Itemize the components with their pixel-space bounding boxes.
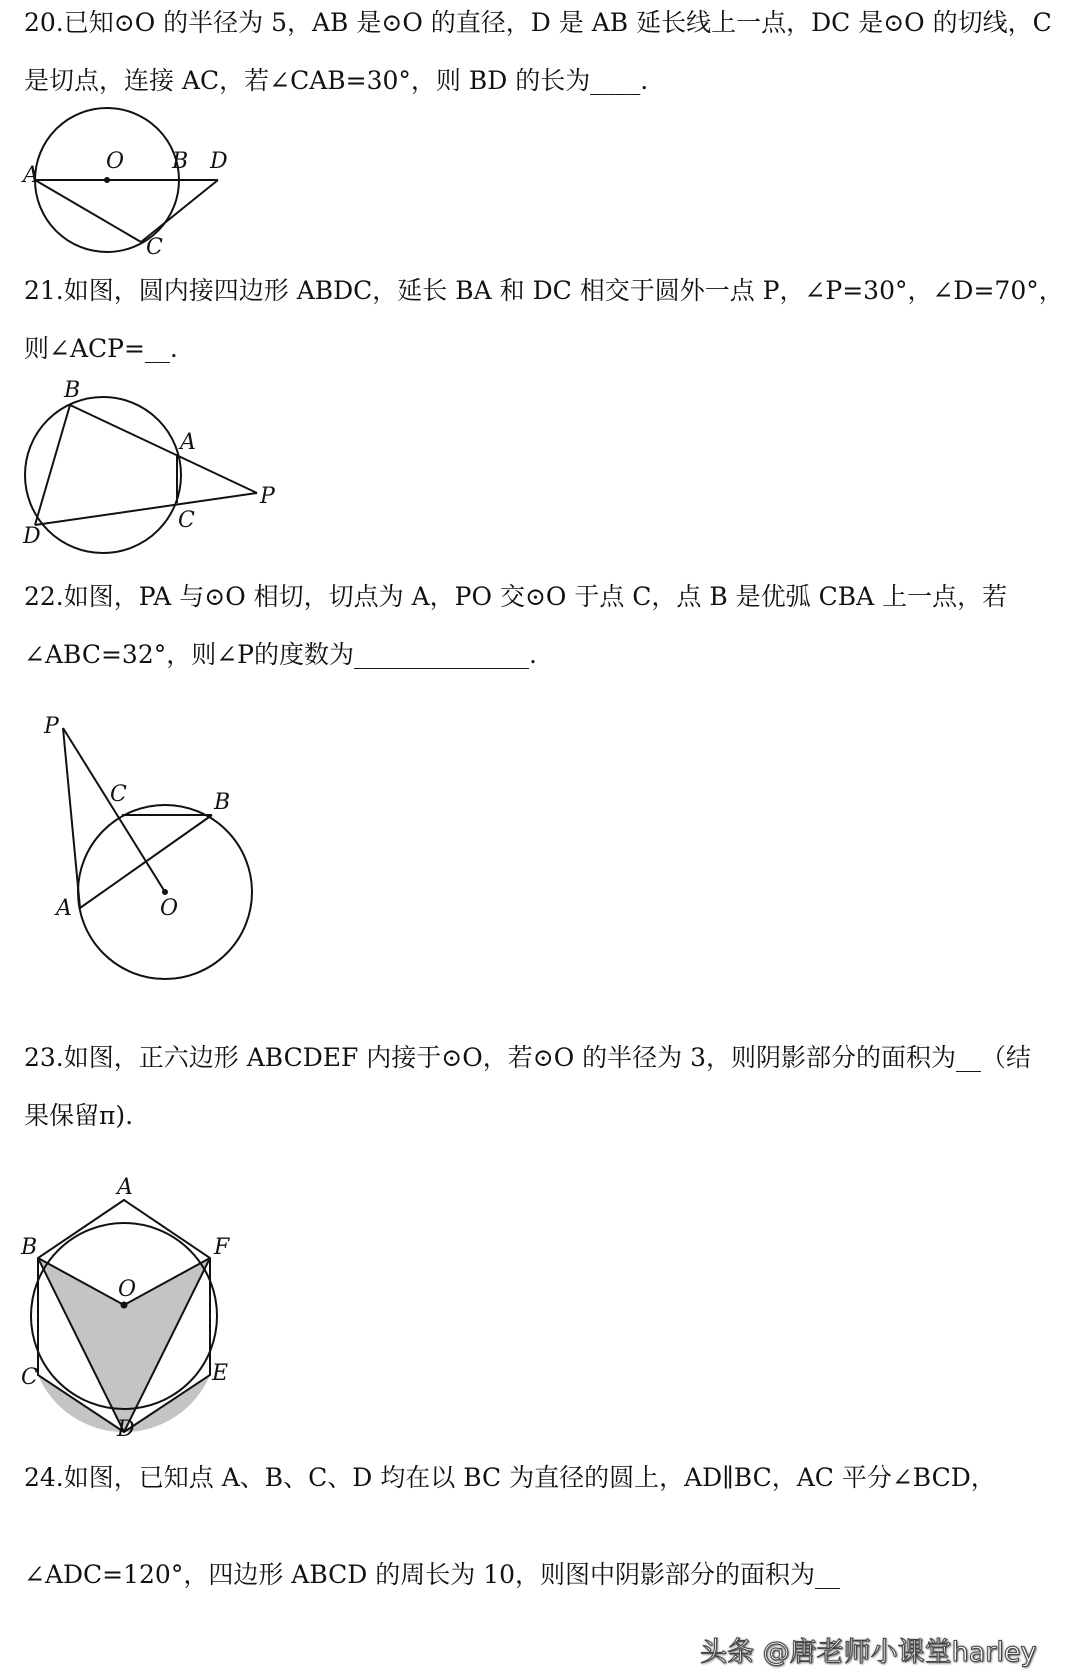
- q22-figure: [40, 705, 270, 995]
- q23-figure: [16, 1170, 256, 1440]
- q23-text-line-2: 果保留π).: [24, 1101, 134, 1130]
- q22-label-b: B: [214, 790, 231, 815]
- q21-figure: [20, 375, 280, 555]
- q22-label-c: C: [110, 782, 127, 807]
- q20-label-d: D: [210, 149, 228, 174]
- q23-label-b: B: [21, 1235, 38, 1260]
- q21-text-line-1: 21.如图，圆内接四边形 ABDC，延长 BA 和 DC 相交于圆外一点 P，∠P=30°，∠D=70°，: [24, 276, 1064, 305]
- q21-label-p: P: [260, 484, 275, 509]
- q20-label-a: A: [23, 163, 39, 188]
- q20-label-b: B: [172, 149, 189, 174]
- q20-text-line-1: 20.已知⊙O 的半径为 5，AB 是⊙O 的直径，D 是 AB 延长线上一点，DC 是⊙O 的切线，C: [24, 8, 1052, 37]
- q21-label-b: B: [64, 378, 81, 403]
- q22-text-line-1: 22.如图，PA 与⊙O 相切，切点为 A，PO 交⊙O 于点 C，点 B 是优弧 CBA 上一点，若: [24, 582, 1008, 611]
- q23-label-c: C: [21, 1365, 38, 1390]
- q20-figure: [20, 120, 240, 260]
- q24-text-line-1: 24.如图，已知点 A、B、C、D 均在以 BC 为直径的圆上，AD∥BC，AC 平分∠BCD，: [24, 1463, 996, 1492]
- q21-label-c: C: [178, 508, 195, 533]
- q22-label-p: P: [44, 714, 59, 739]
- q20-label-o: O: [106, 149, 125, 174]
- q23-label-a: A: [117, 1175, 133, 1200]
- q23-label-e: E: [212, 1361, 229, 1386]
- q22-label-o: O: [160, 896, 179, 921]
- q20-label-c: C: [146, 235, 163, 260]
- q21-label-d: D: [23, 524, 41, 549]
- q23-label-f: F: [214, 1235, 230, 1260]
- q24-text-line-2: ∠ADC=120°，四边形 ABCD 的周长为 10，则图中阴影部分的面积为__: [24, 1560, 841, 1589]
- q21-label-a: A: [180, 430, 196, 455]
- q22-text-line-2: ∠ABC=32°，则∠P的度数为______________.: [24, 640, 537, 669]
- q20-text-line-2: 是切点，连接 AC，若∠CAB=30°，则 BD 的长为____.: [24, 66, 649, 95]
- q23-label-o: O: [118, 1277, 137, 1302]
- q23-text-line-1: 23.如图，正六边形 ABCDEF 内接于⊙O，若⊙O 的半径为 3，则阴影部分的面积为__（结: [24, 1043, 1031, 1072]
- q22-label-a: A: [56, 896, 72, 921]
- watermark-text: 头条 @唐老师小课堂harley: [700, 1637, 1037, 1668]
- q21-text-line-2: 则∠ACP=__.: [24, 334, 178, 363]
- q23-label-d: D: [117, 1417, 135, 1442]
